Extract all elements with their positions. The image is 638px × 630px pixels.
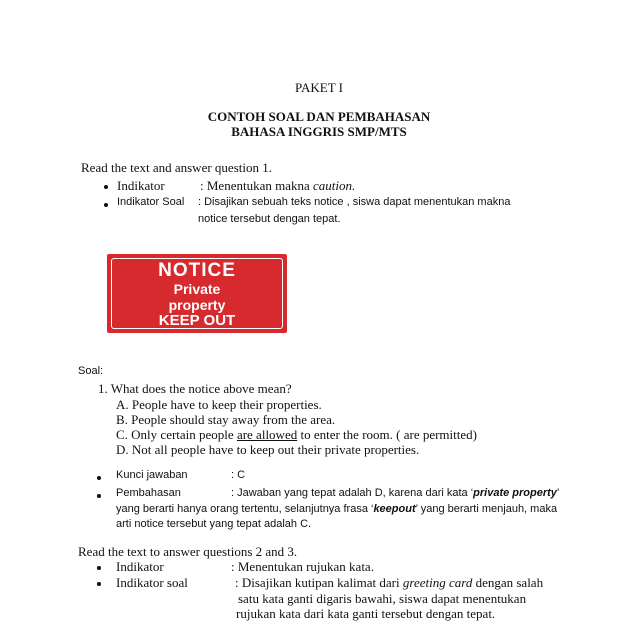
bullet-icon (104, 185, 108, 189)
indikator-label: Indikator (117, 178, 165, 193)
indikator-value: : Menentukan makna caution. (200, 178, 356, 193)
paket-title: PAKET I (294, 80, 344, 95)
indikator-soal-label: Indikator Soal (117, 196, 185, 208)
option-d: D. Not all people have to keep out their private properties. (116, 442, 420, 457)
option-b: B. People should stay away from the area. (116, 412, 336, 427)
indikator-soal-line1: : Disajikan sebuah teks notice , siswa dapat menentukan makna (198, 196, 511, 208)
notice-sign-line2: Private (173, 281, 221, 297)
bullet-icon (97, 582, 101, 586)
section2-indikator-soal-line3: rujukan kata dari kata ganti tersebut dengan tepat. (236, 606, 496, 621)
document-title-line2: BAHASA INGGRIS SMP/MTS (231, 124, 407, 139)
question-1: 1. What does the notice above mean? (98, 381, 292, 396)
notice-sign-image (107, 254, 287, 333)
pembahasan-line1: : Jawaban yang tepat adalah D, karena dari kata ‘private property’ (231, 487, 560, 499)
section2-indikator-label: Indikator (116, 559, 164, 574)
bullet-icon (104, 203, 108, 207)
indikator-soal-line2: notice tersebut dengan tepat. (198, 213, 341, 225)
pembahasan-line3: arti notice tersebut yang tepat adalah C. (116, 518, 312, 530)
bullet-icon (97, 494, 101, 498)
section2-indikator-value: : Menentukan rujukan kata. (231, 559, 374, 574)
option-a: A. People have to keep their properties. (116, 397, 322, 412)
bullet-icon (97, 476, 101, 480)
document-title-line1: CONTOH SOAL DAN PEMBAHASAN (207, 109, 431, 124)
pembahasan-line2: yang berarti hanya orang tertentu, selanjutnya frasa ‘keepout’ yang berarti menjauh, maka (116, 503, 558, 515)
option-c: C. Only certain people are allowed to enter the room. ( are permitted) (116, 427, 477, 442)
section2-indikator-soal-line1: : Disajikan kutipan kalimat dari greeting card dengan salah (235, 575, 544, 590)
section1-intro: Read the text and answer question 1. (81, 160, 272, 175)
section2-indikator-soal-line2: satu kata ganti digaris bawahi, siswa dapat menentukan (238, 591, 527, 606)
notice-sign-line4: KEEP OUT (158, 312, 236, 329)
bullet-icon (97, 566, 101, 570)
notice-sign-line3: property (168, 297, 226, 313)
kunci-value: : C (231, 469, 246, 481)
soal-label: Soal: (78, 365, 104, 377)
section2-indikator-soal-label: Indikator soal (116, 575, 188, 590)
notice-sign-heading: NOTICE (158, 260, 236, 281)
kunci-label: Kunci jawaban (116, 469, 188, 481)
pembahasan-label: Pembahasan (116, 487, 181, 499)
section2-intro: Read the text to answer questions 2 and 3. (78, 544, 298, 559)
